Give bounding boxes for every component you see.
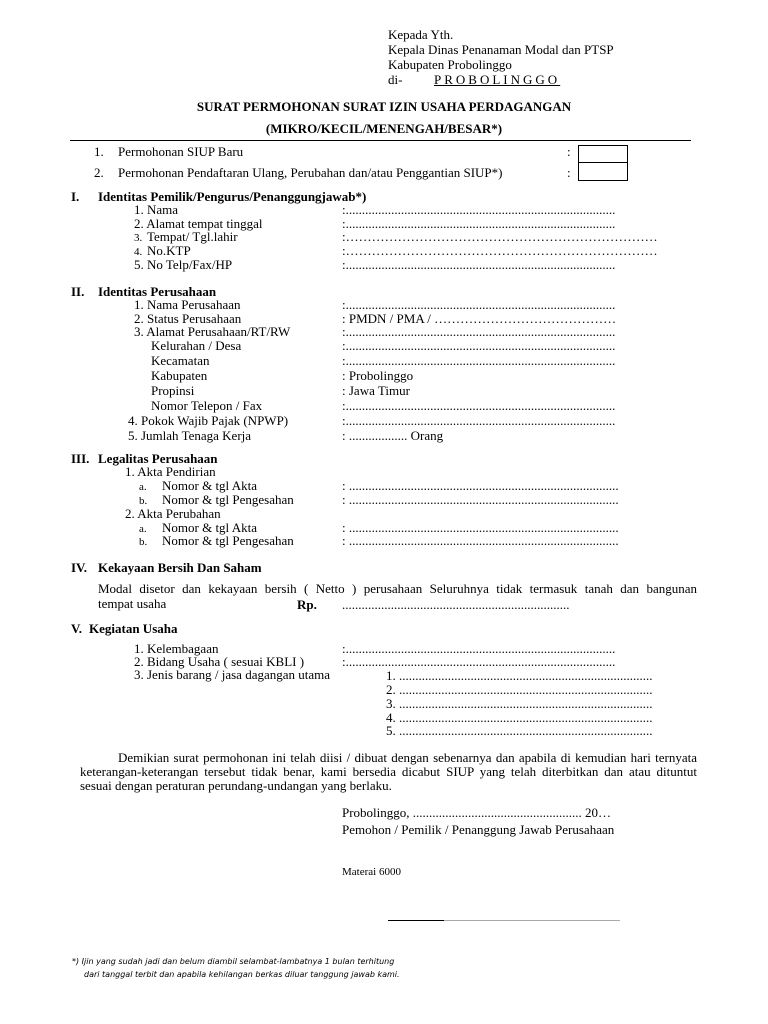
s5-value-1[interactable]: :................................................................................... (342, 641, 616, 656)
s3-a1: a. (139, 481, 147, 493)
s2-label-5: Kecamatan (151, 353, 210, 368)
signature-place-date[interactable]: Probolinggo, .................................................... 20… (342, 805, 612, 820)
s2-value-5[interactable]: :................................................................................... (342, 353, 616, 368)
s2-value-1[interactable]: :................................................................................... (342, 297, 616, 312)
addressee-city: PROBOLINGGO (434, 72, 561, 87)
s1-value-1[interactable]: :................................................................................... (342, 202, 616, 217)
s2-value-6[interactable]: : Probolinggo (342, 368, 414, 383)
s3-a2: a. (139, 523, 147, 535)
addressee-di: di- (388, 72, 403, 87)
s3-value-akta2[interactable]: : ................................................................................... (342, 520, 619, 535)
s4-rp-value[interactable]: ...................................................................... (342, 597, 570, 612)
s2-label-8: Nomor Telepon / Fax (151, 398, 263, 413)
s5-num: V. (71, 621, 82, 636)
s2-value-9[interactable]: :................................................................................... (342, 413, 616, 428)
s5-item-1[interactable]: 1. .............................................................................. (386, 668, 653, 683)
s3-value-akta1[interactable]: : ................................................................................... (342, 478, 619, 493)
s2-value-8[interactable]: :................................................................................... (342, 398, 616, 413)
footnote-line1: *) Ijin yang sudah jadi dan belum diambil selambat-lambatnya 1 bulan terhitung (72, 957, 395, 966)
s2-value-10[interactable]: : .................. Orang (342, 428, 444, 443)
s2-label-4: Kelurahan / Desa (151, 338, 242, 353)
s2-label-2: 2. Status Perusahaan (134, 311, 242, 326)
s4-text2: tempat usaha (98, 596, 167, 611)
signature-line-light (444, 920, 620, 921)
materai-label: Materai 6000 (342, 866, 401, 878)
s3-akta-perubahan: 2. Akta Perubahan (125, 506, 221, 521)
option-1-label: Permohonan SIUP Baru (118, 144, 244, 159)
s2-value-2[interactable]: : PMDN / PMA / …………………………………… (342, 311, 617, 326)
s2-num: II. (71, 284, 85, 299)
s1-label-5: 5. No Telp/Fax/HP (134, 257, 233, 272)
title-divider (70, 140, 691, 141)
s1-value-4[interactable]: :……………………………………………………………… (342, 243, 658, 258)
s1-label-1: 1. Nama (134, 202, 179, 217)
title-line2: (MIKRO/KECIL/MENENGAH/BESAR*) (265, 121, 503, 136)
s5-label-1: 1. Kelembagaan (134, 641, 219, 656)
s3-value-pengesahan2[interactable]: : ................................................................................... (342, 533, 619, 548)
option-2-num: 2. (94, 165, 104, 180)
s3-value-pengesahan1[interactable]: : ................................................................................... (342, 492, 619, 507)
signature-line-dark (388, 920, 444, 921)
s5-value-2[interactable]: :................................................................................... (342, 654, 616, 669)
s5-item-3[interactable]: 3. .............................................................................. (386, 696, 653, 711)
s2-label-6: Kabupaten (151, 368, 208, 383)
s3-title: Legalitas Perusahaan (98, 451, 218, 466)
s2-title: Identitas Perusahaan (98, 284, 217, 299)
s4-rp-label: Rp. (297, 597, 317, 612)
s2-label-3: 3. Alamat Perusahaan/RT/RW (134, 324, 291, 339)
s1-value-5[interactable]: :................................................................................... (342, 257, 616, 272)
option-2-colon: : (567, 165, 571, 180)
option-2-checkbox[interactable] (578, 162, 628, 181)
addressee-line1: Kepada Yth. (388, 27, 454, 42)
s2-value-4[interactable]: :................................................................................... (342, 338, 616, 353)
s1-label-4: No.KTP (147, 243, 191, 258)
s3-b1: b. (139, 495, 148, 507)
s3-label-akta2: Nomor & tgl Akta (162, 520, 257, 535)
s2-label-1: 1. Nama Perusahaan (134, 297, 241, 312)
option-1-checkbox[interactable] (578, 145, 628, 163)
s5-label-3: 3. Jenis barang / jasa dagangan utama (134, 667, 331, 682)
s2-label-7: Propinsi (151, 383, 195, 398)
option-1-num: 1. (94, 144, 104, 159)
s1-label-2: 2. Alamat tempat tinggal (134, 216, 263, 231)
s3-b2: b. (139, 536, 148, 548)
s4-title: Kekayaan Bersih Dan Saham (98, 560, 262, 575)
s3-label-akta1: Nomor & tgl Akta (162, 478, 257, 493)
s2-label-10: 5. Jumlah Tenaga Kerja (128, 428, 252, 443)
s2-value-3[interactable]: :................................................................................... (342, 324, 616, 339)
s5-item-4[interactable]: 4. .............................................................................. (386, 710, 653, 725)
s5-title: Kegiatan Usaha (89, 621, 178, 636)
s4-num: IV. (71, 560, 88, 575)
footnote-line2: dari tanggal terbit dan apabila kehilangan berkas diluar tanggung jawab kami. (84, 970, 400, 979)
s5-label-2: 2. Bidang Usaha ( sesuai KBLI ) (134, 654, 305, 669)
option-2-label: Permohonan Pendaftaran Ulang, Perubahan dan/atau Penggantian SIUP*) (118, 165, 503, 180)
s1-title: Identitas Pemilik/Pengurus/Penanggungjawab*) (98, 189, 367, 204)
s1-value-3[interactable]: :……………………………………………………………… (342, 229, 658, 244)
closing-paragraph: Demikian surat permohonan ini telah diisi / dibuat dengan sebenarnya dan apabila di kemudian hari ternyata keterangan-keterangan tersebut tidak benar, kami bersedia dicabut SIUP yang telah diterbitkan dan atau dituntut sesuai dengan peraturan perundang-undangan yang berlaku. (80, 750, 697, 793)
s2-label-9: 4. Pokok Wajib Pajak (NPWP) (128, 413, 289, 428)
title-line1: SURAT PERMOHONAN SURAT IZIN USAHA PERDAGANGAN (196, 99, 572, 114)
option-1-colon: : (567, 144, 571, 159)
s3-label-pengesahan1: Nomor & tgl Pengesahan (162, 492, 294, 507)
s5-item-5[interactable]: 5. .............................................................................. (386, 723, 653, 738)
s1-label-3: Tempat/ Tgl.lahir (147, 229, 238, 244)
s4-text: Modal disetor dan kekayaan bersih ( Netto ) perusahaan Seluruhnya tidak termasuk tanah dan bangunan (98, 581, 697, 596)
s1-num-3: 3. (134, 232, 143, 244)
s5-item-2[interactable]: 2. .............................................................................. (386, 682, 653, 697)
s3-num: III. (71, 451, 90, 466)
s1-value-2[interactable]: :................................................................................... (342, 216, 616, 231)
s3-akta-pendirian: 1. Akta Pendirian (125, 464, 216, 479)
s3-label-pengesahan2: Nomor & tgl Pengesahan (162, 533, 294, 548)
s1-num-4: 4. (134, 246, 143, 258)
s1-num: I. (71, 189, 80, 204)
signature-role: Pemohon / Pemilik / Penanggung Jawab Perusahaan (342, 822, 615, 837)
s2-value-7[interactable]: : Jawa Timur (342, 383, 410, 398)
addressee-line2: Kepala Dinas Penanaman Modal dan PTSP (388, 42, 614, 57)
addressee-line3: Kabupaten Probolinggo (388, 57, 512, 72)
